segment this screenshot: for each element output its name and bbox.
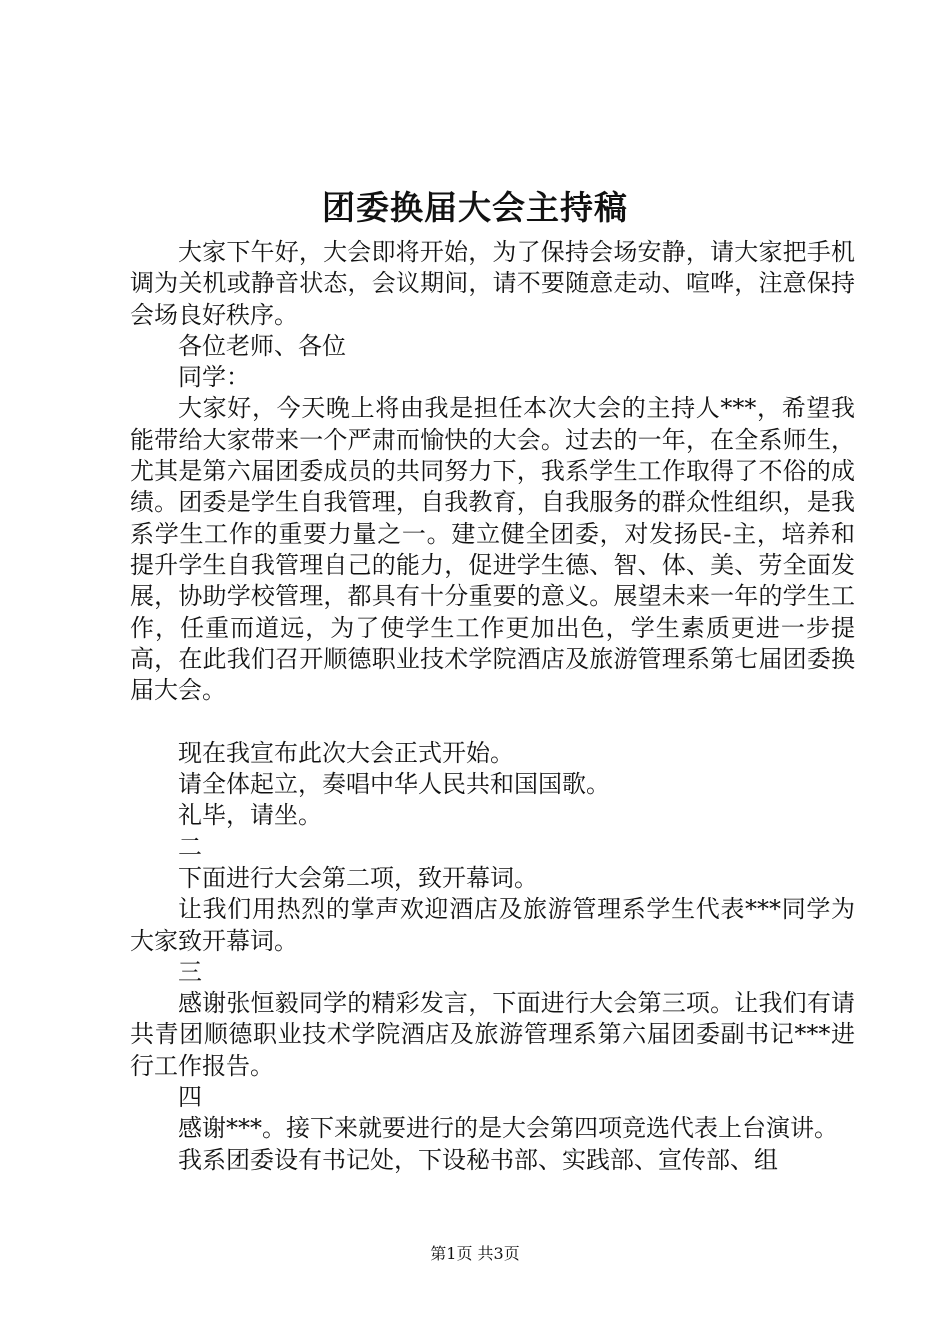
section-marker-two: 二 (178, 832, 202, 861)
paragraph-departments: 我系团委设有书记处，下设秘书部、实践部、宣传部、组 (178, 1145, 778, 1174)
paragraph-introduction: 大家好，今天晚上将由我是担任本次大会的主持人***，希望我能带给大家带来一个严肃而愉快的大会。过去的一年，在全系师生，尤其是第六届团委成员的共同努力下，我系学生工作取得了不俗的成绩。团委是学生自我管理，自我教育，自我服务的群众性组织，是我系学生工作的重要力量之一。建立健全团委，对发扬民-主，培养和提升学生自我管理自己的能力，促进学生德、智、体、美、劳全面发展，协助学校管理，都具有十分重要的意义。展望未来一年的学生工作，任重而道远，为了使学生工作更加出色，学生素质更进一步提高，在此我们召开顺德职业技术学院酒店及旅游管理系第七届团委换届大会。 (130, 394, 855, 705)
page-number: 第1页 共3页 (430, 1244, 520, 1263)
paragraph-item-two: 下面进行大会第二项，致开幕词。 (178, 863, 538, 892)
paragraph-be-seated: 礼毕，请坐。 (178, 801, 322, 830)
paragraph-national-anthem: 请全体起立，奏唱中华人民共和国国歌。 (178, 770, 610, 799)
section-marker-four: 四 (178, 1083, 202, 1112)
paragraph-gap (130, 706, 855, 737)
paragraph-item-three: 感谢张恒毅同学的精彩发言，下面进行大会第三项。让我们有请共青团顺德职业技术学院酒店及旅游管理系第六届团委副书记***进行工作报告。 (130, 989, 855, 1080)
paragraph-greeting-students: 同学： (178, 363, 250, 392)
section-marker-three: 三 (178, 957, 202, 986)
paragraph-opening-speech: 让我们用热烈的掌声欢迎酒店及旅游管理系学生代表***同学为大家致开幕词。 (130, 895, 855, 955)
paragraph-greeting-teachers: 各位老师、各位 (178, 331, 346, 360)
document-body (130, 237, 855, 1176)
document-title: 团委换届大会主持稿 (322, 188, 628, 227)
paragraph-item-four: 感谢***。接下来就要进行的是大会第四项竞选代表上台演讲。 (178, 1114, 838, 1143)
paragraph-opening-notice: 大家下午好，大会即将开始，为了保持会场安静，请大家把手机调为关机或静音状态，会议期间，请不要随意走动、喧哗，注意保持会场良好秩序。 (130, 238, 855, 329)
paragraph-announce-start: 现在我宣布此次大会正式开始。 (178, 738, 514, 767)
